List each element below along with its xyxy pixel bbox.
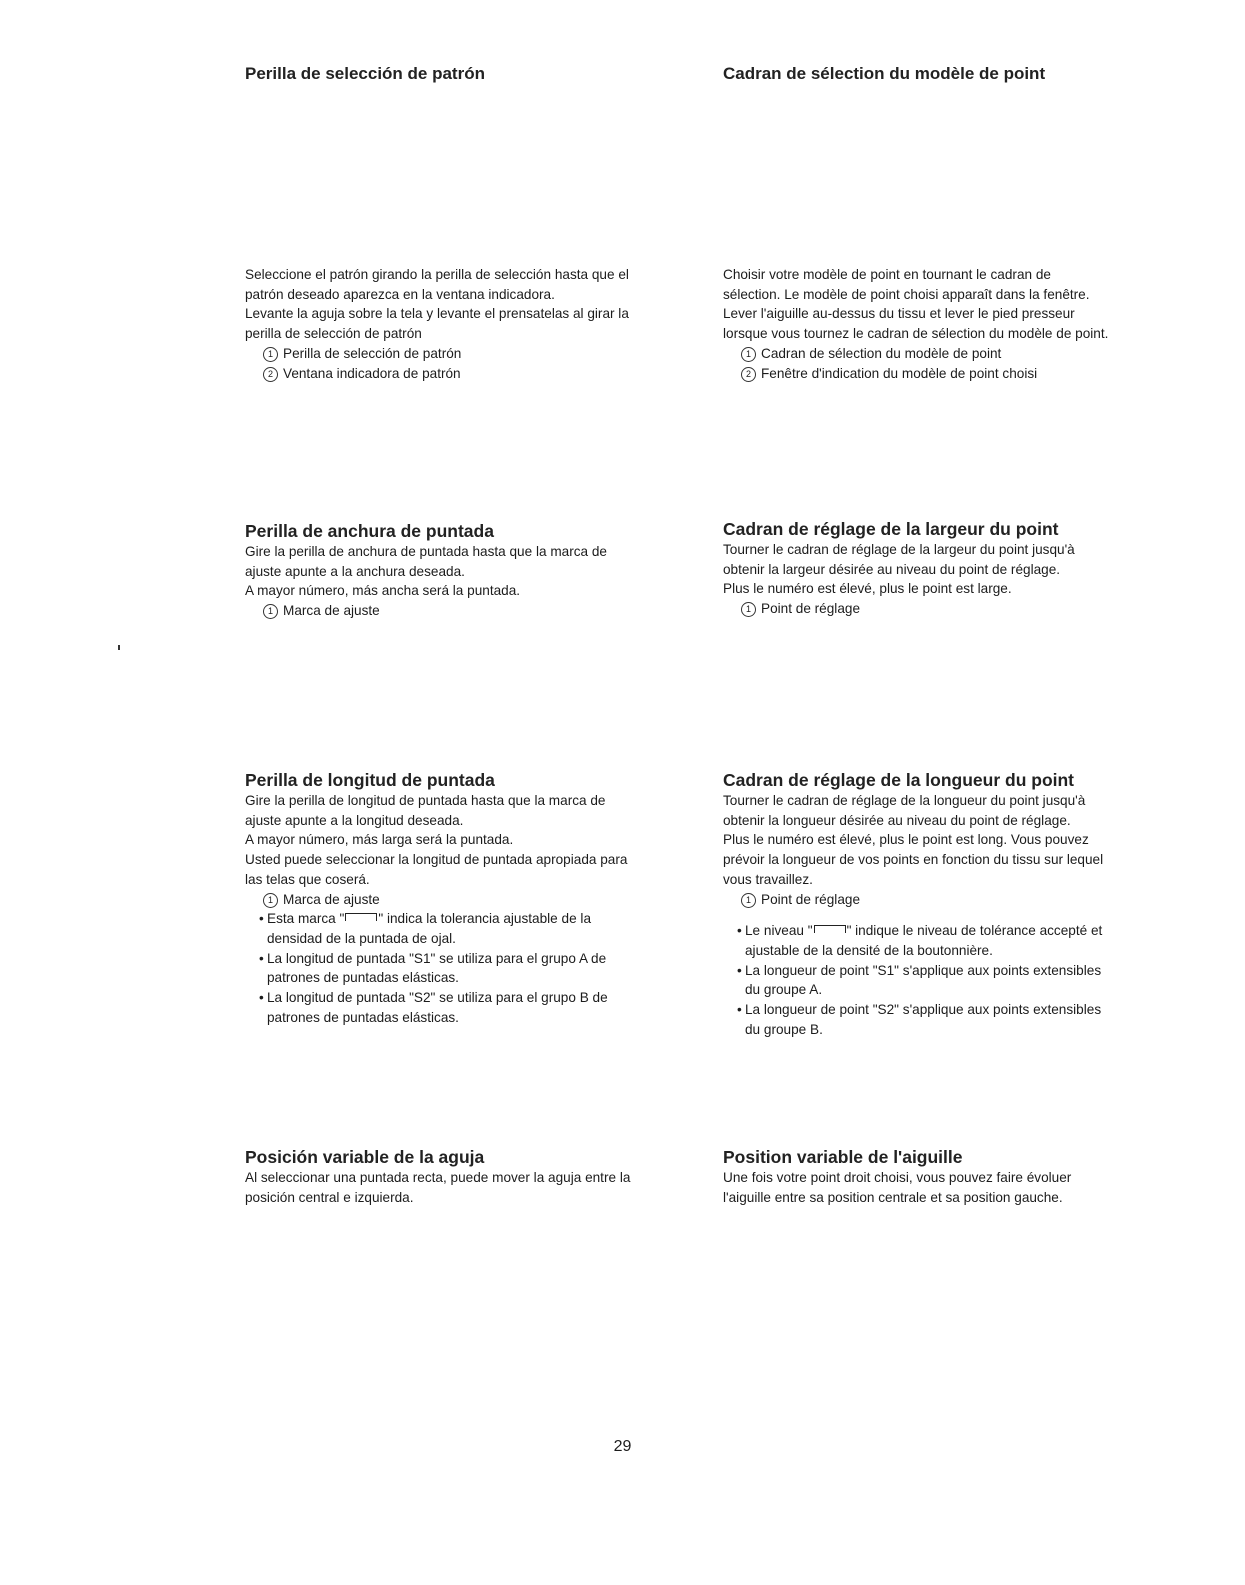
legend-item: 2 Ventana indicadora de patrón [245, 364, 700, 384]
text-line: sélection. Le modèle de point choisi apparaît dans la fenêtre. [723, 286, 1090, 302]
bullet-item: • Le niveau " " indique le niveau de tolérance accepté et [723, 921, 1178, 941]
text-line: las telas que coserá. [245, 871, 370, 887]
bullet-item: • La longueur de point "S1" s'applique aux points extensibles [723, 961, 1178, 981]
pattern-heading-es: Perilla de selección de patrón [245, 64, 485, 83]
bullet-item: • La longueur de point "S2" s'applique aux points extensibles [723, 1000, 1178, 1020]
legend-item: 1 Marca de ajuste [245, 601, 700, 621]
pattern-heading-es-block [245, 64, 700, 84]
text-line: Gire la perilla de longitud de puntada hasta que la marca de [245, 793, 606, 808]
scan-speck [118, 645, 120, 650]
bullet-continuation: du groupe B. [745, 1021, 823, 1037]
width-section-es [245, 520, 700, 621]
bullet-icon: • [259, 911, 264, 927]
text-line: obtenir la largeur désirée au niveau du point de réglage. [723, 561, 1061, 577]
width-heading-es: Perilla de anchura de puntada [245, 521, 494, 541]
text-line: Al seleccionar una puntada recta, puede mover la aguja entre la [245, 1170, 631, 1185]
text-line: Levante la aguja sobre la tela y levante el prensatelas al girar la [245, 306, 629, 322]
pattern-text-es [245, 265, 700, 383]
width-section-fr [723, 518, 1178, 619]
text-line: ajuste apunte a la anchura deseada. [245, 563, 465, 579]
bullet-continuation: patrones de puntadas elásticas. [267, 1009, 459, 1025]
legend-item: 2 Fenêtre d'indication du modèle de point choisi [723, 364, 1178, 384]
bullet-icon: • [737, 962, 742, 978]
text-line: patrón deseado aparezca en la ventana indicadora. [245, 286, 555, 302]
legend-item: 1 Marca de ajuste [245, 890, 700, 910]
text-line: lorsque vous tournez le cadran de sélection du modèle de point. [723, 326, 1109, 342]
text-line: Gire la perilla de anchura de puntada hasta que la marca de [245, 544, 607, 559]
marker-2-icon: 2 [263, 367, 278, 382]
marker-2-icon: 2 [741, 367, 756, 382]
text-line: obtenir la longueur désirée au niveau du point de réglage. [723, 812, 1071, 828]
bullet-item: • La longitud de puntada "S2" se utiliza para el grupo B de [245, 988, 700, 1008]
bullet-continuation: densidad de la puntada de ojal. [267, 930, 456, 946]
needle-section-fr [723, 1146, 1178, 1207]
text-line: Une fois votre point droit choisi, vous pouvez faire évoluer [723, 1170, 1072, 1185]
needle-section-es [245, 1146, 700, 1207]
page-number: 29 [613, 1438, 632, 1455]
length-section-es [245, 769, 700, 1027]
marker-1-icon: 1 [741, 347, 756, 362]
bullet-icon: • [259, 950, 264, 966]
text-line: Tourner le cadran de réglage de la largeur du point jusqu'à [723, 542, 1075, 557]
legend-item: 1 Cadran de sélection du modèle de point [723, 344, 1178, 364]
length-heading-fr: Cadran de réglage de la longueur du point [723, 770, 1075, 790]
text-line: Choisir votre modèle de point en tournant le cadran de [723, 267, 1051, 282]
buttonhole-mark-icon [345, 913, 377, 921]
text-line: perilla de selección de patrón [245, 326, 422, 342]
bullet-item: • Esta marca " " indica la tolerancia ajustable de la [245, 909, 700, 929]
text-line: prévoir la longueur de vos points en fonction du tissu sur lequel [723, 852, 1104, 868]
length-section-fr [723, 769, 1178, 1039]
width-heading-fr: Cadran de réglage de la largeur du point [723, 519, 1059, 539]
text-line: vous travaillez. [723, 871, 813, 887]
bullet-icon: • [259, 990, 264, 1006]
pattern-heading-fr: Cadran de sélection du modèle de point [723, 64, 1046, 83]
pattern-text-fr [723, 265, 1178, 383]
text-line: Usted puede seleccionar la longitud de puntada apropiada para [245, 852, 628, 868]
marker-1-icon: 1 [741, 893, 756, 908]
text-line: l'aiguille entre sa position centrale et sa position gauche. [723, 1189, 1063, 1205]
text-line: Plus le numéro est élevé, plus le point est long. Vous pouvez [723, 832, 1089, 848]
needle-heading-es: Posición variable de la aguja [245, 1147, 485, 1167]
needle-heading-fr: Position variable de l'aiguille [723, 1147, 963, 1167]
bullet-icon: • [737, 923, 742, 939]
bullet-item: • La longitud de puntada "S1" se utiliza para el grupo A de [245, 949, 700, 969]
text-line: Plus le numéro est élevé, plus le point est large. [723, 581, 1012, 597]
text-line: Lever l'aiguille au-dessus du tissu et lever le pied presseur [723, 306, 1075, 322]
marker-1-icon: 1 [741, 602, 756, 617]
marker-1-icon: 1 [263, 347, 278, 362]
legend-item: 1 Perilla de selección de patrón [245, 344, 700, 364]
text-line: Seleccione el patrón girando la perilla de selección hasta que el [245, 267, 629, 282]
legend-item: 1 Point de réglage [723, 890, 1178, 910]
text-line: Tourner le cadran de réglage de la longueur du point jusqu'à [723, 793, 1086, 808]
bullet-continuation: patrones de puntadas elásticas. [267, 970, 459, 986]
bullet-continuation: ajustable de la densité de la boutonnière. [745, 942, 993, 958]
text-line: ajuste apunte a la longitud deseada. [245, 812, 464, 828]
pattern-heading-fr-block [723, 64, 1178, 84]
buttonhole-mark-icon [814, 925, 846, 933]
legend-item: 1 Point de réglage [723, 599, 1178, 619]
text-line: A mayor número, más ancha será la puntada. [245, 583, 521, 599]
bullet-icon: • [737, 1002, 742, 1018]
bullet-continuation: du groupe A. [745, 982, 823, 998]
length-heading-es: Perilla de longitud de puntada [245, 770, 495, 790]
text-line: A mayor número, más larga será la puntada. [245, 832, 514, 848]
text-line: posición central e izquierda. [245, 1189, 414, 1205]
marker-1-icon: 1 [263, 893, 278, 908]
marker-1-icon: 1 [263, 604, 278, 619]
